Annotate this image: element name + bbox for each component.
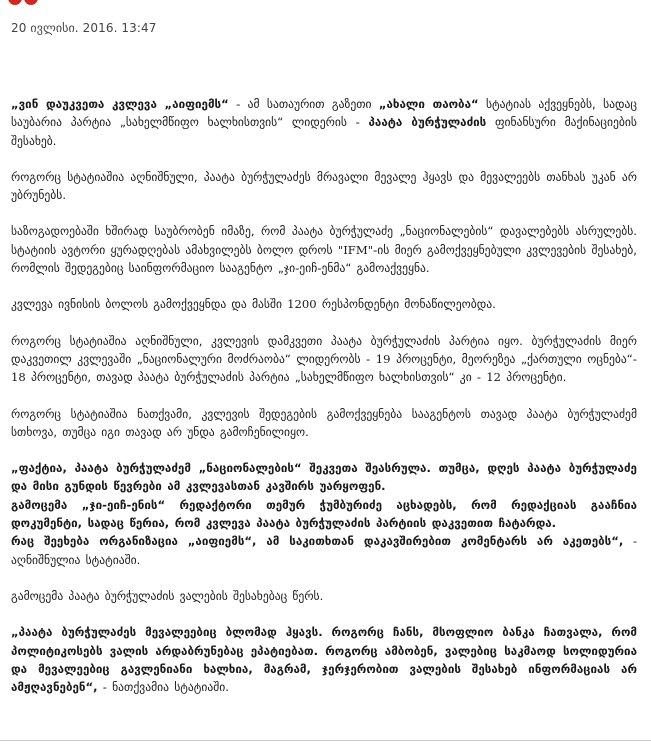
paragraph-11: „პაატა ბურჭულაძეს მევალეებიც ბლომად ჰყავს. როგორც ჩანს, მსოფლიო ბანკა ჩათვალა, რომ პოლიტიკოსებს ვალის არდაბრუნებაც ეპატიებათ. როგორც ამბობენ, ვალებიც საკმაოდ სოლიდურია და მევალეებიც გავლენიანი ხალხია, მაგრამ, ჯერჯერობით ვალების შესახებ ინფორმაციას არ ამჟღავნებენ“, - ნათქვამია სტატიაში. — [11, 625, 637, 695]
paragraph-6: როგორც სტატიაშია ნათქვამი, კვლევის შედეგების გამოქვეყნება სააგენტოს თავად პაატა ბურჭულაძემ სთხოვა, თუმცა იგი თავად არ უნდა გამოჩენილიყო. — [11, 406, 637, 439]
bottom-divider — [0, 740, 651, 741]
share-icons — [8, 0, 40, 7]
publish-date: 20 ივლისი. 2016. 13:47 — [11, 21, 157, 35]
paragraph-3: საზოგადოებაში ხშირად საუბრობენ იმაზე, რომ პაატა ბურჭულაძე „ნაციონალების“ დავალებებს ასრულებს. სტატიის ავტორი ყურადღებას ამახვილებს ბოლო დროს "IFM"-ის მიერ გამოქვეყნებული კვლევების შესახებ, რომლის შედეგებიც საინფორმაციო სააგენტო „ჯი-ეიჩ-ენმა“ გამოაქვეყნა. — [11, 224, 637, 276]
newspaper-name: „ახალი თაობა“ — [378, 97, 479, 111]
paragraph-7: „ფაქტია, პაატა ბურჭულაძემ „ნაციონალების“ შეკვეთა შეასრულა. თუმცა, დღეს პაატა ბურჭულაძე და მისი გუნდის წევრები ამ კვლევასთან კავშირს უარყოფენ. — [11, 461, 637, 494]
paragraph-5: როგორც სტატიაშია აღნიშნული, კვლევის დამკვეთი პაატა ბურჭულაძის პარტია იყო. ბურჭულაძის მიერ დაკვეთილ კვლევაში „ნაციონალური მოძრაობა“ ლიდერობს - 19 პროცენტი, მეორეზეა „ქართული ოცნება“- 18 პროცენტი, თავად პაატა ბურჭულაძის პარტია „სახელმწიფო ხალხისთვის“ კი - 12 პროცენტი. — [11, 333, 637, 385]
share-icon-1[interactable] — [8, 0, 22, 5]
paragraph-2: როგორც სტატიაშია აღნიშნული, პაატა ბურჭულაძეს მრავალი მევალე ჰყავს და მევალეებს თანხას უკან არ უბრუნებს. — [11, 169, 637, 203]
paragraph-1: „ვინ დაუკვეთა კვლევა „აიფიემს“ - ამ სათაურით გაზეთი „ახალი თაობა“ სტატიას აქვეყნებს, სადაც საუბარია პარტია „სახელმწიფო ხალხისთვის“ ლიდერის - პაატა ბურჭულაძის ფინანსური მაქინაციების შესახებ. — [11, 97, 638, 148]
article-body — [11, 95, 637, 714]
paragraph-8: გამოცემა „ჯი-ეიჩ-ენის“ რედაქტორი თემურ ჭუმბურიძე აცხადებს, რომ რედაქციას გააჩნია დოკუმენტი, სადაც წერია, რომ კვლევა პაატა ბურჭულაძის პარტიის დაკვეთით ჩატარდა. — [11, 497, 637, 531]
respondents-count: 1200 — [287, 297, 317, 312]
paragraph-9: რაც შეეხება ორგანიზაცია „აიფიემს“, ამ საკითხთან დაკავშირებით კომენტარს არ აკეთებს“, - აღნიშნულია სტატიაში. — [11, 534, 638, 567]
share-icon-2[interactable] — [24, 0, 38, 5]
leader-name: პაატა ბურჭულაძის — [368, 115, 487, 130]
paragraph-4: კვლევა ივნისის ბოლოს გამოქვეყნდა და მასში 1200 რესპონდენტი მონაწილეობდა. — [11, 297, 496, 312]
headline-quote: „ვინ დაუკვეთა კვლევა „აიფიემს“ — [11, 97, 229, 111]
paragraph-10: გამოცემა პაატა ბურჭულაძის ვალების შესახებაც წერს. — [11, 588, 324, 603]
ifm-label: "IFM" — [337, 242, 374, 257]
